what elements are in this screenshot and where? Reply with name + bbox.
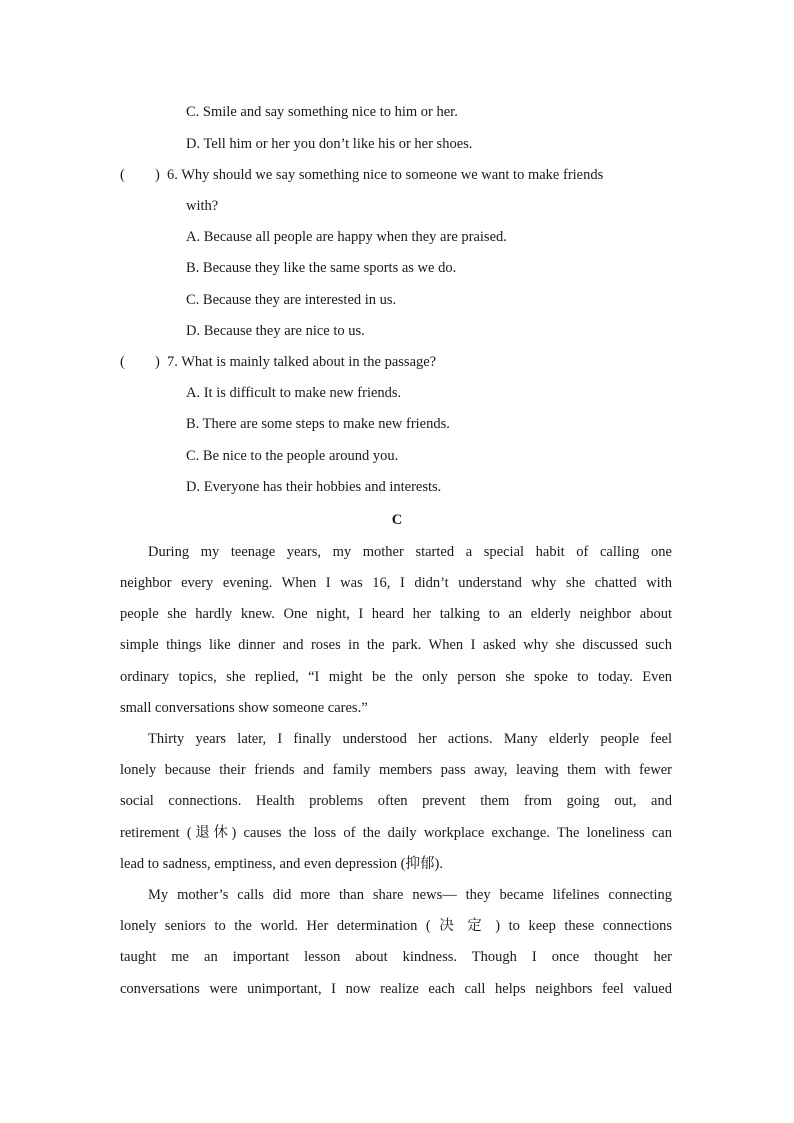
q5-option-d: D. Tell him or her you don’t like his or her shoes. <box>186 136 473 152</box>
passage-p3-line: conversations were unimportant, I now realize each call helps neighbors feel valued <box>120 981 672 997</box>
q7-answer-paren-left: ( <box>120 354 125 370</box>
q7-option-c: C. Be nice to the people around you. <box>186 448 399 464</box>
q6-answer-paren-left: ( <box>120 167 125 183</box>
passage-p2-line: social connections. Health problems often prevent them from going out, and <box>120 793 672 809</box>
q6-question: 6. Why should we say something nice to someone we want to make friends <box>167 167 604 183</box>
q7-question: 7. What is mainly talked about in the passage? <box>167 354 437 370</box>
q6-option-b: B. Because they like the same sports as we do. <box>186 260 457 276</box>
q6-option-a: A. Because all people are happy when they are praised. <box>186 229 507 245</box>
q7-option-a: A. It is difficult to make new friends. <box>186 385 402 401</box>
passage-p2-line: lead to sadness, emptiness, and even depression (抑郁). <box>120 856 443 872</box>
passage-p2-line: Thirty years later, I finally understood her actions. Many elderly people feel <box>148 731 672 747</box>
passage-p1-line: people she hardly knew. One night, I heard her talking to an elderly neighbor about <box>120 606 672 622</box>
passage-p3-line: lonely seniors to the world. Her determination ( 决 定 ) to keep these connections <box>120 918 672 934</box>
q7-option-b: B. There are some steps to make new friends. <box>186 416 450 432</box>
q7-answer-paren-right: ) <box>155 354 160 370</box>
q6-question-cont: with? <box>186 198 219 214</box>
passage-p1-line: simple things like dinner and roses in the park. When I asked why she discussed such <box>120 637 672 653</box>
passage-p3-line: taught me an important lesson about kindness. Though I once thought her <box>120 949 672 965</box>
q5-option-c: C. Smile and say something nice to him or her. <box>186 104 458 120</box>
q6-option-d: D. Because they are nice to us. <box>186 323 365 339</box>
passage-p2-line: retirement (退休) causes the loss of the daily workplace exchange. The loneliness can <box>120 825 672 841</box>
passage-p1-line: small conversations show someone cares.” <box>120 700 368 716</box>
q7-option-d: D. Everyone has their hobbies and interests. <box>186 479 442 495</box>
section-title: C <box>391 512 403 528</box>
passage-p1-line: During my teenage years, my mother started a special habit of calling one <box>148 544 672 560</box>
passage-p1-line: ordinary topics, she replied, “I might be the only person she spoke to today. Even <box>120 669 672 685</box>
q6-answer-paren-right: ) <box>155 167 160 183</box>
passage-p2-line: lonely because their friends and family members pass away, leaving them with fewer <box>120 762 672 778</box>
passage-p1-line: neighbor every evening. When I was 16, I didn’t understand why she chatted with <box>120 575 672 591</box>
q6-option-c: C. Because they are interested in us. <box>186 292 397 308</box>
passage-p3-line: My mother’s calls did more than share news— they became lifelines connecting <box>148 887 672 903</box>
